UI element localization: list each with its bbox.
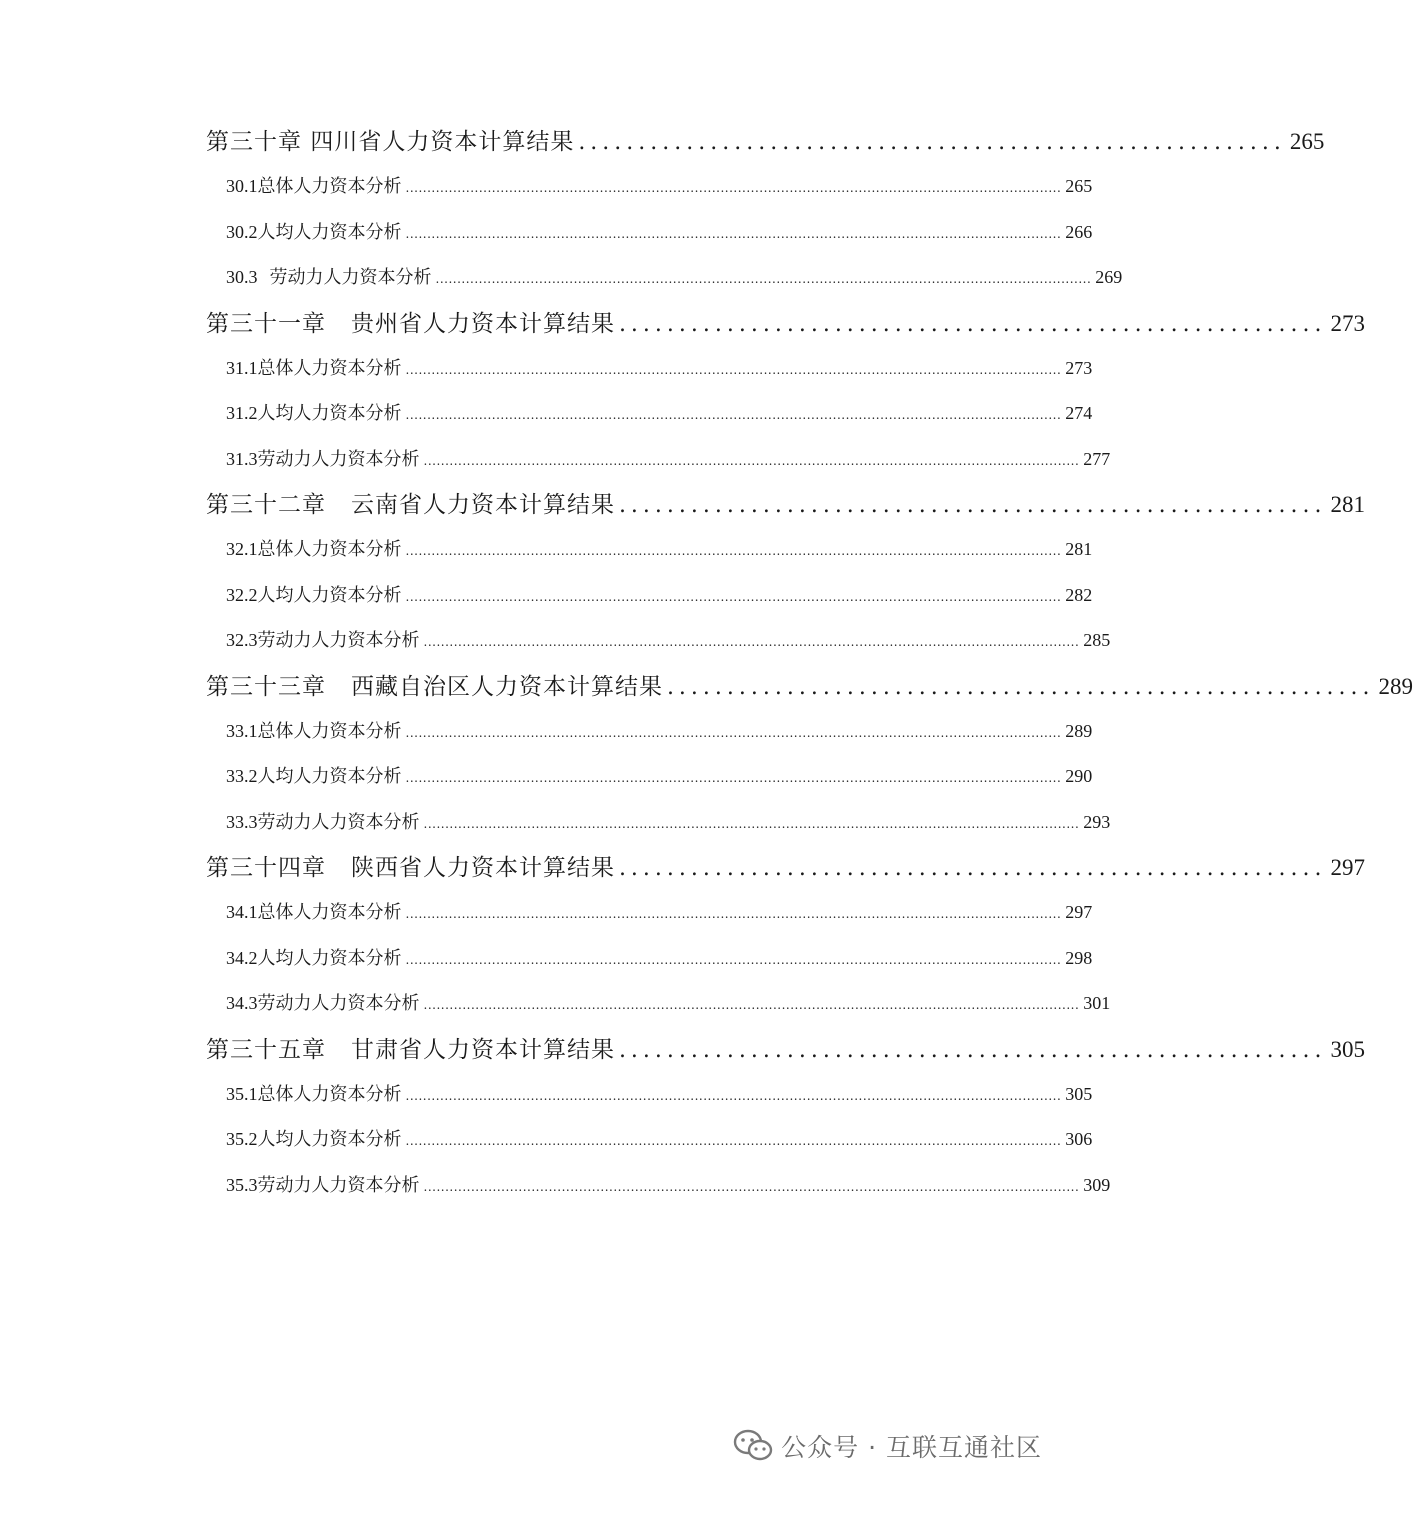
section-title: 总体人力资本分析 [257,1083,402,1105]
page-number: 290 [1065,766,1093,786]
page-number: 273 [1065,357,1093,378]
page-number: 306 [1065,1129,1093,1149]
toc-section-entry[interactable] [206,754,1093,800]
page-number: 266 [1065,221,1093,242]
page-number: 277 [1083,448,1111,469]
toc-section-entry[interactable] [206,527,1093,573]
toc-section-entry[interactable] [206,800,1111,846]
page-number: 305 [1065,1083,1093,1104]
section-number: 35.2 [226,1129,258,1149]
section-title: 劳动力人力资本分析 [257,448,420,470]
page-number: 265 [1065,176,1093,196]
toc-section-entry[interactable] [206,391,1093,437]
section-title: 总体人力资本分析 [257,539,402,560]
section-title: 劳动力人力资本分析 [257,993,420,1014]
dot-leader: ........................................................................................................................................................ [405,544,1062,558]
dot-leader: ........................................................... [578,130,1286,155]
dot-leader: ........................................................................................................................................................ [435,272,1092,286]
page-number: 273 [1330,310,1366,336]
dot-leader: ........................................................................................................................................................ [423,453,1080,468]
section-number: 31.2 [226,403,258,423]
section-title: 总体人力资本分析 [257,902,402,923]
dot-leader: ........................................................... [618,856,1327,881]
chapter-title: 第三十二章 云南省人力资本计算结果 [206,492,615,518]
dot-leader: ........................................................................................................................................................ [405,181,1062,195]
watermark [733,1424,1042,1468]
section-number: 33.2 [226,766,258,786]
section-title: 人均人力资本分析 [257,584,402,606]
section-title: 人均人力资本分析 [257,947,402,969]
toc-section-entry[interactable] [206,936,1093,982]
dot-leader: ........................................................................................................................................................ [423,635,1080,649]
section-number: 30.2 [226,221,258,242]
toc-chapter-entry[interactable] [206,845,1366,890]
section-number: 33.1 [226,720,258,741]
section-number: 32.1 [226,539,258,559]
section-number: 32.3 [226,630,258,650]
toc-section-entry[interactable] [206,618,1111,664]
dot-leader: ........................................................................................................................................................ [405,771,1062,785]
dot-leader: ........................................................................................................................................................ [405,907,1062,921]
section-title: 人均人力资本分析 [257,766,402,787]
section-number: 33.3 [226,811,258,832]
section-number: 34.2 [226,947,258,968]
dot-leader: ........................................................................................................................................................ [423,998,1080,1012]
dot-leader: ........................................................... [618,1037,1327,1063]
section-number: 30.1 [226,176,258,196]
dot-leader: ........................................................... [618,493,1327,518]
section-title: 总体人力资本分析 [257,176,402,197]
watermark-text: 公众号 · 互联互通社区 [781,1433,1042,1462]
chapter-title: 第三十五章 甘肃省人力资本计算结果 [206,1036,615,1063]
dot-leader: ........................................................................................................................................................ [405,589,1062,604]
section-number: 31.3 [226,448,258,469]
dot-leader: ........................................................................................................................................................ [423,816,1080,831]
section-title: 人均人力资本分析 [257,221,402,243]
toc-section-entry[interactable] [206,709,1093,755]
toc-chapter-entry[interactable] [206,482,1366,527]
page-number: 285 [1083,630,1111,650]
page-number: 293 [1083,811,1111,832]
chapter-title: 第三十三章 西藏自治区人力资本计算结果 [206,673,663,700]
dot-leader: ........................................................... [618,311,1327,337]
section-number: 30.3 [226,267,258,287]
page-number: 282 [1065,584,1093,605]
page-number: 281 [1330,492,1366,517]
page-number: 301 [1083,993,1111,1013]
toc-section-entry[interactable] [206,1072,1093,1118]
dot-leader: ........................................................................................................................................................ [405,725,1062,740]
page-number: 297 [1330,855,1366,880]
section-title: 劳动力人力资本分析 [257,811,420,833]
page-number: 297 [1065,902,1093,922]
section-title: 人均人力资本分析 [257,403,402,424]
section-title: 人均人力资本分析 [257,1129,402,1150]
section-number: 35.3 [226,1174,258,1195]
dot-leader: ........................................................... [666,674,1375,700]
toc-section-entry[interactable] [206,346,1093,392]
page-number: 281 [1065,539,1093,559]
toc-chapter-entry[interactable] [206,664,1413,709]
section-number: 35.1 [226,1083,258,1104]
dot-leader: ........................................................................................................................................................ [423,1179,1080,1194]
toc-section-entry[interactable] [206,210,1093,256]
page-number: 305 [1330,1036,1366,1062]
toc-section-entry[interactable] [206,164,1093,210]
toc-section-entry[interactable] [206,1163,1111,1209]
section-title: 劳动力人力资本分析 [269,267,432,288]
toc-section-entry[interactable] [206,890,1093,936]
dot-leader: ........................................................................................................................................................ [405,1134,1062,1148]
dot-leader: ........................................................................................................................................................ [405,362,1062,377]
toc-chapter-entry[interactable] [206,1027,1366,1072]
toc-section-entry[interactable] [206,255,1123,301]
page-number: 265 [1289,129,1325,154]
dot-leader: ........................................................................................................................................................ [405,408,1062,422]
wechat-icon [733,1429,773,1463]
section-title: 劳动力人力资本分析 [257,630,420,651]
table-of-contents [206,119,1413,1208]
section-number: 32.2 [226,584,258,605]
section-title: 总体人力资本分析 [257,720,402,742]
dot-leader: ........................................................................................................................................................ [405,1088,1062,1103]
page-number: 289 [1065,720,1093,741]
dot-leader: ........................................................................................................................................................ [405,226,1062,241]
chapter-title: 第三十四章 陕西省人力资本计算结果 [206,855,615,881]
section-title: 劳动力人力资本分析 [257,1174,420,1196]
page-number: 289 [1378,673,1413,699]
page-number: 298 [1065,947,1093,968]
toc-chapter-entry[interactable] [206,301,1366,346]
section-title: 总体人力资本分析 [257,357,402,379]
toc-chapter-entry[interactable] [206,119,1325,164]
section-number: 34.3 [226,993,258,1013]
dot-leader: ........................................................................................................................................................ [405,952,1062,967]
toc-section-entry[interactable] [206,573,1093,619]
page-number: 274 [1065,403,1093,423]
section-number: 34.1 [226,902,258,922]
toc-section-entry[interactable] [206,1117,1093,1163]
chapter-title: 第三十一章 贵州省人力资本计算结果 [206,310,615,337]
page-number: 309 [1083,1174,1111,1195]
chapter-title: 第三十章 四川省人力资本计算结果 [206,129,575,155]
section-number: 31.1 [226,357,258,378]
toc-section-entry[interactable] [206,437,1111,483]
page-number: 269 [1095,267,1123,287]
toc-section-entry[interactable] [206,981,1111,1027]
